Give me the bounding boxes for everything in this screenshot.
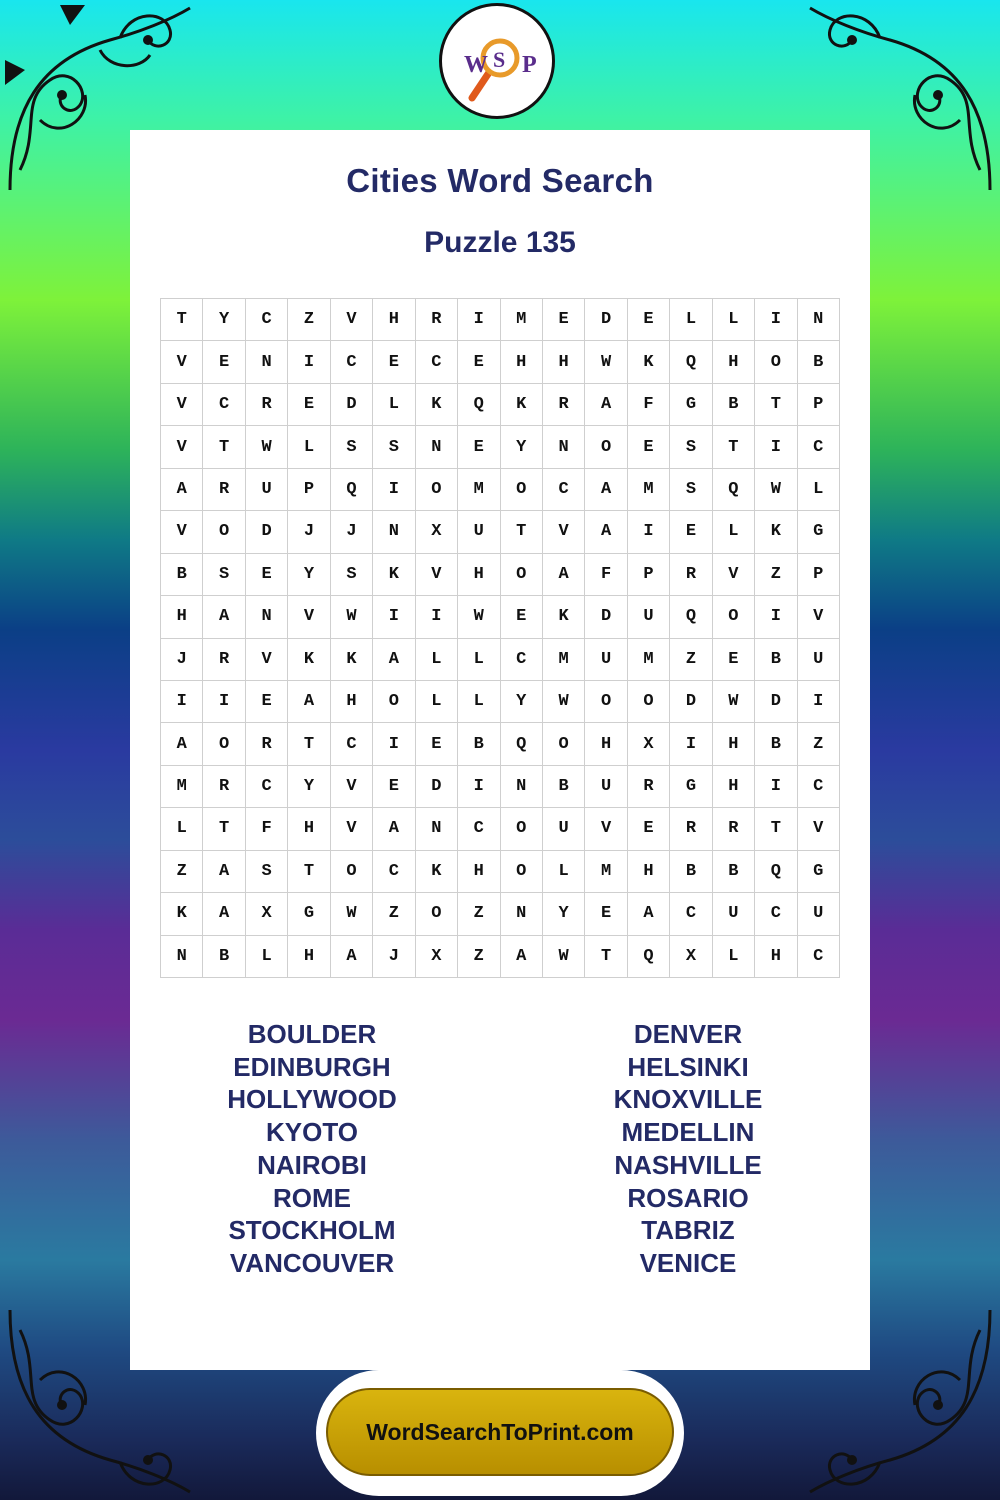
grid-cell[interactable]: B xyxy=(713,384,755,426)
grid-cell[interactable]: C xyxy=(203,384,245,426)
grid-cell[interactable]: A xyxy=(203,596,245,638)
grid-cell[interactable]: A xyxy=(585,469,627,511)
grid-cell[interactable]: G xyxy=(798,511,840,553)
grid-cell[interactable]: E xyxy=(373,766,415,808)
grid-cell[interactable]: X xyxy=(670,936,712,978)
word-list-item: VENICE xyxy=(639,1247,737,1278)
grid-cell[interactable]: B xyxy=(798,341,840,383)
grid-cell[interactable]: U xyxy=(585,766,627,808)
grid-cell[interactable]: H xyxy=(331,681,373,723)
grid-cell[interactable]: I xyxy=(373,469,415,511)
grid-cell[interactable]: N xyxy=(416,808,458,850)
grid-cell[interactable]: C xyxy=(798,766,840,808)
grid-cell[interactable]: E xyxy=(543,299,585,341)
puzzle-title: Cities Word Search xyxy=(346,162,654,199)
grid-cell[interactable]: E xyxy=(458,341,500,383)
grid-cell[interactable]: G xyxy=(798,851,840,893)
grid-cell[interactable]: E xyxy=(246,681,288,723)
grid-cell[interactable]: S xyxy=(373,426,415,468)
grid-cell[interactable]: O xyxy=(713,596,755,638)
grid-cell[interactable]: H xyxy=(713,766,755,808)
grid-cell[interactable]: R xyxy=(670,554,712,596)
grid-cell[interactable]: D xyxy=(246,511,288,553)
grid-cell[interactable]: T xyxy=(288,851,330,893)
grid-cell[interactable]: L xyxy=(416,639,458,681)
grid-cell[interactable]: O xyxy=(501,469,543,511)
grid-cell[interactable]: S xyxy=(203,554,245,596)
grid-cell[interactable]: O xyxy=(501,851,543,893)
grid-cell[interactable]: G xyxy=(670,384,712,426)
grid-cell[interactable]: R xyxy=(203,766,245,808)
grid-cell[interactable]: L xyxy=(798,469,840,511)
grid-cell[interactable]: I xyxy=(203,681,245,723)
grid-cell[interactable]: U xyxy=(628,596,670,638)
letter-grid[interactable] xyxy=(160,298,840,978)
grid-cell[interactable]: R xyxy=(543,384,585,426)
grid-cell[interactable]: H xyxy=(713,341,755,383)
grid-cell[interactable]: F xyxy=(246,808,288,850)
grid-cell[interactable]: E xyxy=(246,554,288,596)
grid-cell[interactable]: N xyxy=(543,426,585,468)
grid-cell[interactable]: B xyxy=(755,723,797,765)
grid-cell[interactable]: M xyxy=(501,299,543,341)
grid-cell[interactable]: U xyxy=(585,639,627,681)
grid-cell[interactable]: K xyxy=(416,851,458,893)
grid-cell[interactable]: O xyxy=(416,893,458,935)
grid-cell[interactable]: N xyxy=(246,596,288,638)
grid-cell[interactable]: E xyxy=(373,341,415,383)
grid-cell[interactable]: I xyxy=(798,681,840,723)
grid-cell[interactable]: O xyxy=(585,681,627,723)
grid-cell[interactable]: Q xyxy=(458,384,500,426)
grid-cell[interactable]: I xyxy=(288,341,330,383)
grid-cell[interactable]: L xyxy=(543,851,585,893)
grid-cell[interactable]: N xyxy=(161,936,203,978)
grid-cell[interactable]: Y xyxy=(501,681,543,723)
grid-cell[interactable]: C xyxy=(246,299,288,341)
grid-cell[interactable]: T xyxy=(203,426,245,468)
grid-cell[interactable]: E xyxy=(628,299,670,341)
word-list-item: MEDELLIN xyxy=(621,1117,755,1148)
grid-cell[interactable]: H xyxy=(713,723,755,765)
word-list-item: HELSINKI xyxy=(627,1051,749,1082)
grid-cell[interactable]: O xyxy=(755,341,797,383)
grid-cell[interactable]: P xyxy=(628,554,670,596)
grid-cell[interactable]: N xyxy=(373,511,415,553)
grid-cell[interactable]: L xyxy=(161,808,203,850)
grid-cell[interactable]: J xyxy=(288,511,330,553)
grid-cell[interactable]: C xyxy=(755,893,797,935)
word-list-item: VANCOUVER xyxy=(229,1247,395,1278)
grid-cell[interactable]: O xyxy=(203,723,245,765)
grid-cell[interactable]: W xyxy=(331,893,373,935)
grid-cell[interactable]: X xyxy=(628,723,670,765)
grid-cell[interactable]: G xyxy=(670,766,712,808)
grid-cell[interactable]: C xyxy=(458,808,500,850)
word-list-item: EDINBURGH xyxy=(233,1051,391,1082)
grid-cell[interactable]: U xyxy=(713,893,755,935)
grid-cell[interactable]: M xyxy=(161,766,203,808)
grid-cell[interactable]: C xyxy=(373,851,415,893)
word-list-right xyxy=(528,1018,848,1280)
grid-cell[interactable]: L xyxy=(670,299,712,341)
grid-cell[interactable]: I xyxy=(458,299,500,341)
logo-letter-p: P xyxy=(522,52,537,78)
grid-cell[interactable]: T xyxy=(501,511,543,553)
grid-cell[interactable]: L xyxy=(458,639,500,681)
grid-cell[interactable]: O xyxy=(373,681,415,723)
website-link-button[interactable]: WordSearchToPrint.com xyxy=(326,1388,674,1476)
grid-cell[interactable]: E xyxy=(416,723,458,765)
grid-cell[interactable]: E xyxy=(713,639,755,681)
grid-cell[interactable]: E xyxy=(670,511,712,553)
grid-cell[interactable]: W xyxy=(543,681,585,723)
grid-cell[interactable]: N xyxy=(798,299,840,341)
grid-cell[interactable]: Y xyxy=(288,554,330,596)
grid-cell[interactable]: Z xyxy=(373,893,415,935)
grid-cell[interactable]: R xyxy=(713,808,755,850)
grid-cell[interactable]: P xyxy=(288,469,330,511)
grid-cell[interactable]: S xyxy=(246,851,288,893)
grid-cell[interactable]: K xyxy=(288,639,330,681)
grid-cell[interactable]: M xyxy=(458,469,500,511)
grid-cell[interactable]: V xyxy=(798,596,840,638)
grid-cell[interactable]: W xyxy=(585,341,627,383)
grid-cell[interactable]: C xyxy=(543,469,585,511)
grid-cell[interactable]: V xyxy=(331,299,373,341)
grid-cell[interactable]: W xyxy=(755,469,797,511)
grid-cell[interactable]: B xyxy=(713,851,755,893)
grid-cell[interactable]: F xyxy=(628,384,670,426)
grid-cell[interactable]: J xyxy=(161,639,203,681)
grid-cell[interactable]: Y xyxy=(501,426,543,468)
grid-cell[interactable]: C xyxy=(798,936,840,978)
grid-cell[interactable]: Z xyxy=(798,723,840,765)
grid-cell[interactable]: V xyxy=(798,808,840,850)
grid-cell[interactable]: I xyxy=(458,766,500,808)
grid-cell[interactable]: O xyxy=(501,554,543,596)
grid-cell[interactable]: V xyxy=(161,426,203,468)
grid-cell[interactable]: R xyxy=(203,469,245,511)
grid-cell[interactable]: Z xyxy=(670,639,712,681)
grid-cell[interactable]: A xyxy=(585,511,627,553)
grid-cell[interactable]: T xyxy=(288,723,330,765)
grid-cell[interactable]: W xyxy=(458,596,500,638)
grid-cell[interactable]: A xyxy=(288,681,330,723)
grid-cell[interactable]: G xyxy=(288,893,330,935)
grid-cell[interactable]: M xyxy=(628,469,670,511)
grid-cell[interactable]: Q xyxy=(628,936,670,978)
grid-cell[interactable]: V xyxy=(331,766,373,808)
grid-cell[interactable]: Z xyxy=(458,893,500,935)
grid-cell[interactable]: H xyxy=(288,936,330,978)
grid-cell[interactable]: X xyxy=(246,893,288,935)
grid-cell[interactable]: L xyxy=(458,681,500,723)
grid-cell[interactable]: D xyxy=(416,766,458,808)
grid-cell[interactable]: L xyxy=(713,936,755,978)
grid-cell[interactable]: E xyxy=(628,808,670,850)
grid-cell[interactable]: D xyxy=(585,299,627,341)
word-list-item: HOLLYWOOD xyxy=(227,1084,397,1115)
grid-cell[interactable]: V xyxy=(331,808,373,850)
word-list-left xyxy=(152,1018,472,1280)
grid-cell[interactable]: R xyxy=(246,723,288,765)
grid-cell[interactable]: E xyxy=(501,596,543,638)
logo-letter-w: W xyxy=(464,52,488,78)
grid-cell[interactable]: A xyxy=(628,893,670,935)
grid-cell[interactable]: V xyxy=(416,554,458,596)
grid-cell[interactable]: Z xyxy=(288,299,330,341)
grid-cell[interactable]: B xyxy=(203,936,245,978)
grid-cell[interactable]: S xyxy=(670,426,712,468)
grid-cell[interactable]: C xyxy=(501,639,543,681)
grid-cell[interactable]: O xyxy=(585,426,627,468)
grid-cell[interactable]: H xyxy=(628,851,670,893)
grid-cell[interactable]: O xyxy=(331,851,373,893)
grid-cell[interactable]: Y xyxy=(543,893,585,935)
grid-cell[interactable]: K xyxy=(161,893,203,935)
grid-cell[interactable]: L xyxy=(246,936,288,978)
grid-cell[interactable]: W xyxy=(543,936,585,978)
grid-cell[interactable]: I xyxy=(628,511,670,553)
grid-cell[interactable]: I xyxy=(416,596,458,638)
grid-cell[interactable]: H xyxy=(543,341,585,383)
grid-cell[interactable]: Y xyxy=(288,766,330,808)
grid-cell[interactable]: V xyxy=(161,341,203,383)
grid-cell[interactable]: L xyxy=(713,299,755,341)
grid-cell[interactable]: B xyxy=(670,851,712,893)
grid-cell[interactable]: H xyxy=(458,851,500,893)
grid-cell[interactable]: O xyxy=(628,681,670,723)
grid-cell[interactable]: H xyxy=(458,554,500,596)
grid-cell[interactable]: Q xyxy=(670,596,712,638)
grid-cell[interactable]: M xyxy=(543,639,585,681)
grid-cell[interactable]: I xyxy=(161,681,203,723)
word-list-item: NAIROBI xyxy=(257,1149,367,1180)
grid-cell[interactable]: C xyxy=(331,723,373,765)
grid-cell[interactable]: A xyxy=(161,723,203,765)
grid-cell[interactable]: T xyxy=(161,299,203,341)
grid-cell[interactable]: V xyxy=(246,639,288,681)
grid-cell[interactable]: I xyxy=(755,299,797,341)
grid-cell[interactable]: O xyxy=(203,511,245,553)
grid-cell[interactable]: K xyxy=(755,511,797,553)
grid-cell[interactable]: D xyxy=(585,596,627,638)
grid-cell[interactable]: E xyxy=(585,893,627,935)
grid-cell[interactable]: M xyxy=(585,851,627,893)
grid-cell[interactable]: B xyxy=(161,554,203,596)
grid-cell[interactable]: L xyxy=(288,426,330,468)
grid-cell[interactable]: A xyxy=(331,936,373,978)
grid-cell[interactable]: X xyxy=(416,936,458,978)
grid-cell[interactable]: D xyxy=(331,384,373,426)
grid-cell[interactable]: K xyxy=(416,384,458,426)
grid-cell[interactable]: A xyxy=(161,469,203,511)
grid-cell[interactable]: U xyxy=(798,893,840,935)
grid-cell[interactable]: R xyxy=(203,639,245,681)
grid-cell[interactable]: U xyxy=(458,511,500,553)
grid-cell[interactable]: T xyxy=(713,426,755,468)
grid-cell[interactable]: L xyxy=(713,511,755,553)
grid-cell[interactable]: S xyxy=(331,426,373,468)
grid-cell[interactable]: C xyxy=(798,426,840,468)
grid-cell[interactable]: S xyxy=(670,469,712,511)
grid-cell[interactable]: C xyxy=(670,893,712,935)
grid-cell[interactable]: E xyxy=(628,426,670,468)
grid-cell[interactable]: D xyxy=(755,681,797,723)
grid-cell[interactable]: A xyxy=(501,936,543,978)
grid-cell[interactable]: P xyxy=(798,554,840,596)
grid-cell[interactable]: X xyxy=(416,511,458,553)
grid-cell[interactable]: E xyxy=(288,384,330,426)
grid-cell[interactable]: N xyxy=(501,766,543,808)
grid-cell[interactable]: T xyxy=(203,808,245,850)
grid-cell[interactable]: W xyxy=(331,596,373,638)
grid-cell[interactable]: B xyxy=(458,723,500,765)
grid-cell[interactable]: I xyxy=(755,766,797,808)
grid-cell[interactable]: L xyxy=(373,384,415,426)
grid-cell[interactable]: I xyxy=(373,596,415,638)
grid-cell[interactable]: K xyxy=(373,554,415,596)
grid-cell[interactable]: V xyxy=(713,554,755,596)
grid-cell[interactable]: Z xyxy=(161,851,203,893)
grid-cell[interactable]: C xyxy=(416,341,458,383)
grid-cell[interactable]: O xyxy=(543,723,585,765)
grid-cell[interactable]: Q xyxy=(331,469,373,511)
grid-cell[interactable]: A xyxy=(585,384,627,426)
grid-cell[interactable]: R xyxy=(670,808,712,850)
grid-cell[interactable]: C xyxy=(246,766,288,808)
grid-cell[interactable]: V xyxy=(288,596,330,638)
grid-cell[interactable]: H xyxy=(161,596,203,638)
grid-cell[interactable]: I xyxy=(755,596,797,638)
grid-cell[interactable]: I xyxy=(670,723,712,765)
grid-cell[interactable]: U xyxy=(246,469,288,511)
grid-cell[interactable]: A xyxy=(373,808,415,850)
grid-cell[interactable]: K xyxy=(628,341,670,383)
grid-cell[interactable]: V xyxy=(543,511,585,553)
grid-cell[interactable]: O xyxy=(416,469,458,511)
wsp-logo[interactable] xyxy=(439,3,555,119)
grid-cell[interactable]: M xyxy=(628,639,670,681)
word-list-item: ROME xyxy=(273,1182,351,1213)
grid-cell[interactable]: Q xyxy=(670,341,712,383)
grid-cell[interactable]: Q xyxy=(713,469,755,511)
grid-cell[interactable]: U xyxy=(543,808,585,850)
grid-cell[interactable]: I xyxy=(373,723,415,765)
word-list-item: TABRIZ xyxy=(641,1215,735,1246)
grid-cell[interactable]: J xyxy=(331,511,373,553)
grid-cell[interactable]: N xyxy=(501,893,543,935)
word-list-item: KYOTO xyxy=(266,1117,358,1148)
grid-cell[interactable]: B xyxy=(755,639,797,681)
grid-cell[interactable]: P xyxy=(798,384,840,426)
grid-cell[interactable]: W xyxy=(246,426,288,468)
grid-cell[interactable]: R xyxy=(628,766,670,808)
word-list-item: BOULDER xyxy=(247,1019,377,1049)
grid-cell[interactable]: R xyxy=(416,299,458,341)
grid-cell[interactable]: C xyxy=(331,341,373,383)
grid-cell[interactable]: H xyxy=(755,936,797,978)
grid-cell[interactable]: J xyxy=(373,936,415,978)
grid-cell[interactable]: V xyxy=(161,384,203,426)
grid-cell[interactable]: O xyxy=(501,808,543,850)
grid-cell[interactable]: Z xyxy=(755,554,797,596)
grid-cell[interactable]: A xyxy=(373,639,415,681)
grid-cell[interactable]: T xyxy=(755,384,797,426)
grid-cell[interactable]: I xyxy=(755,426,797,468)
grid-cell[interactable]: H xyxy=(585,723,627,765)
grid-cell[interactable]: A xyxy=(203,893,245,935)
grid-cell[interactable]: E xyxy=(203,341,245,383)
word-list-item: ROSARIO xyxy=(627,1182,749,1213)
grid-cell[interactable]: A xyxy=(203,851,245,893)
word-list-item: KNOXVILLE xyxy=(613,1084,763,1115)
grid-cell[interactable]: H xyxy=(501,341,543,383)
grid-cell[interactable]: Q xyxy=(501,723,543,765)
word-list-item: STOCKHOLM xyxy=(228,1215,396,1246)
grid-cell[interactable]: N xyxy=(416,426,458,468)
grid-cell[interactable]: K xyxy=(501,384,543,426)
grid-cell[interactable]: H xyxy=(373,299,415,341)
grid-cell[interactable]: B xyxy=(543,766,585,808)
grid-cell[interactable]: T xyxy=(755,808,797,850)
grid-cell[interactable]: Z xyxy=(458,936,500,978)
grid-cell[interactable]: Q xyxy=(755,851,797,893)
logo-letter-s: S xyxy=(493,47,506,72)
grid-cell[interactable]: V xyxy=(585,808,627,850)
puzzle-number: Puzzle 135 xyxy=(424,226,576,259)
word-list-item: DENVER xyxy=(633,1019,743,1049)
grid-cell[interactable]: K xyxy=(331,639,373,681)
grid-cell[interactable]: A xyxy=(543,554,585,596)
grid-cell[interactable]: Y xyxy=(203,299,245,341)
grid-cell[interactable]: V xyxy=(161,511,203,553)
grid-cell[interactable]: D xyxy=(670,681,712,723)
grid-cell[interactable]: S xyxy=(331,554,373,596)
grid-cell[interactable]: R xyxy=(246,384,288,426)
grid-cell[interactable]: W xyxy=(713,681,755,723)
grid-cell[interactable]: E xyxy=(458,426,500,468)
word-list-item: NASHVILLE xyxy=(614,1149,762,1180)
grid-cell[interactable]: N xyxy=(246,341,288,383)
grid-cell[interactable]: F xyxy=(585,554,627,596)
grid-cell[interactable]: T xyxy=(585,936,627,978)
grid-cell[interactable]: H xyxy=(288,808,330,850)
grid-cell[interactable]: L xyxy=(416,681,458,723)
grid-cell[interactable]: U xyxy=(798,639,840,681)
grid-cell[interactable]: K xyxy=(543,596,585,638)
